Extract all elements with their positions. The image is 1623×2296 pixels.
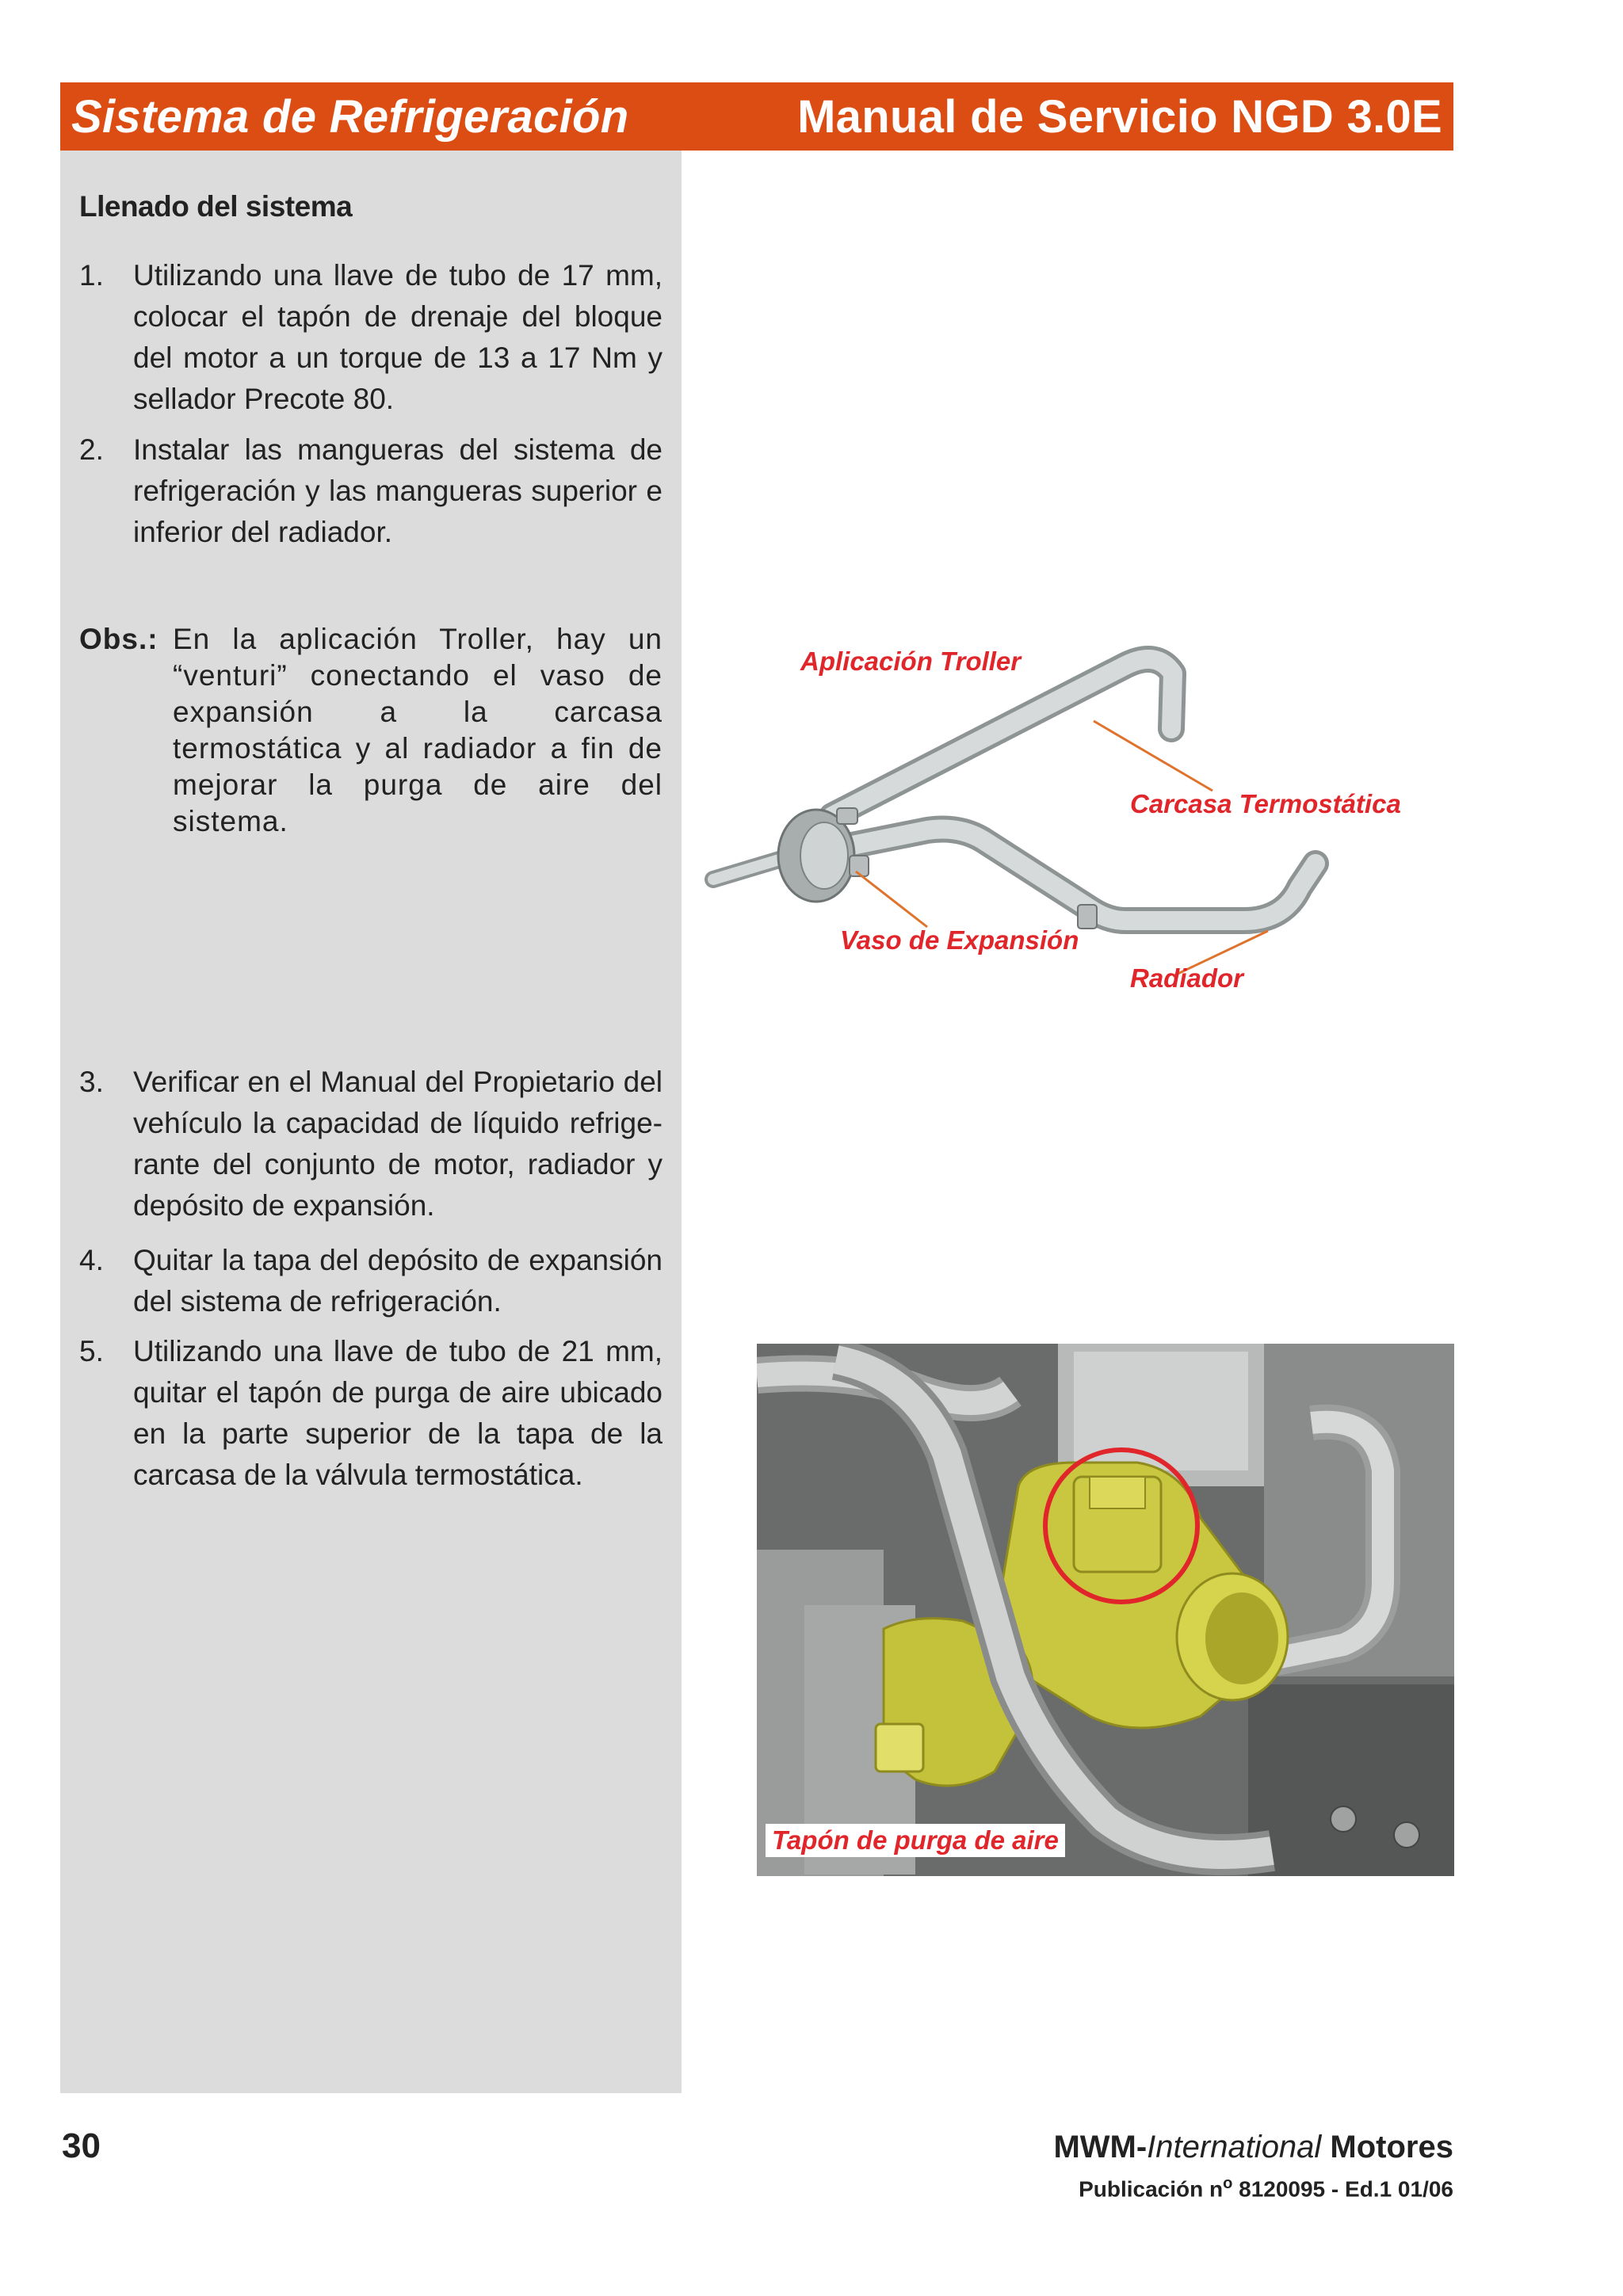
section-title: Sistema de Refrigeración	[71, 90, 629, 143]
publication-sup: o	[1223, 2175, 1233, 2192]
purge-plug-head	[1090, 1477, 1145, 1508]
step-text: Quitar la tapa del depósito de expansión del sistema de refrigeración.	[133, 1244, 663, 1318]
step-number: 1.	[79, 259, 104, 292]
step-number: 3.	[79, 1066, 104, 1098]
company-prefix: MWM-	[1053, 2130, 1148, 2164]
company-italic: International	[1147, 2130, 1322, 2164]
page-header	[60, 82, 1453, 151]
callout-troller: Aplicación Troller	[800, 646, 1022, 676]
company-name	[1053, 2130, 1453, 2165]
page-number: 30	[62, 2126, 101, 2165]
publication-info	[1079, 2175, 1453, 2202]
step-5	[79, 1331, 663, 1496]
callout-radiador: Radiador	[1130, 963, 1244, 993]
leader-line-carcasa	[1094, 721, 1212, 791]
observation-note	[79, 621, 663, 840]
callout-vaso: Vaso de Expansión	[840, 925, 1079, 955]
subsection-title: Llenado del sistema	[79, 190, 353, 223]
step-4	[79, 1240, 663, 1322]
step-number: 5.	[79, 1335, 104, 1367]
step-1	[79, 255, 663, 420]
engine-illustration	[757, 1344, 1454, 1876]
step-text: Verificar en el Manual del Propietario del vehículo la capacidad de líquido refrige-rante del conjunto de motor, radiador y depósito de expansión.	[133, 1066, 663, 1222]
engine-photo	[757, 1344, 1454, 1876]
obs-label: Obs.:	[79, 623, 158, 655]
step-text: Utilizando una llave de tubo de 21 mm, quitar el tapón de purga de aire ubicado en la parte superior de la tapa de la carcasa de la válvula termostática.	[133, 1335, 663, 1491]
manual-title: Manual de Servicio NGD 3.0E	[797, 90, 1442, 143]
step-2	[79, 429, 663, 553]
step-number: 2.	[79, 433, 104, 466]
photo-callout-label: Tapón de purga de aire	[766, 1824, 1065, 1857]
step-number: 4.	[79, 1244, 104, 1276]
clamp	[837, 808, 857, 824]
publication-prefix: Publicación n	[1079, 2176, 1224, 2202]
publication-suffix: 8120095 - Ed.1 01/06	[1232, 2176, 1453, 2202]
leader-line-vaso	[856, 871, 927, 927]
callout-carcasa: Carcasa Termostática	[1130, 789, 1401, 818]
step-text: Utilizando una llave de tubo de 17 mm, colocar el tapón de drenaje del bloque del motor a un torque de 13 a 17 Nm y sellador Precote 80.	[133, 259, 663, 415]
clamp	[1078, 905, 1097, 929]
step-3	[79, 1062, 663, 1226]
company-suffix: Motores	[1321, 2130, 1453, 2164]
troller-pipe-diagram	[697, 618, 1458, 1014]
sensor-connector	[876, 1724, 923, 1772]
obs-text: En la aplicación Troller, hay un “venturi” conectando el vaso de expansión a la carcasa termostática y al radiador a fin de mejorar la purga de aire del sistema.	[173, 623, 663, 837]
step-text: Instalar las mangueras del sistema de refrigeración y las mangueras superior e inferior del radiador.	[133, 433, 663, 548]
